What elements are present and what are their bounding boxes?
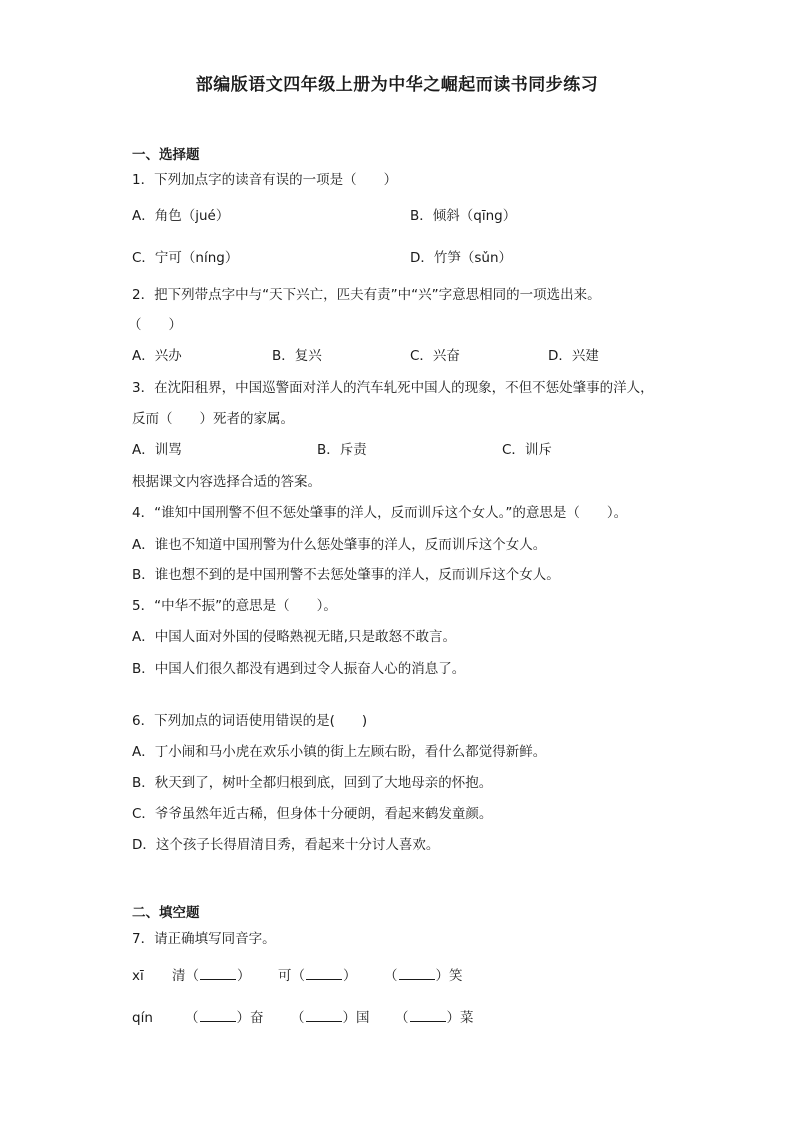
pinyin-qin: qín [132, 1010, 153, 1026]
question-3-option-c: C．训斥 [502, 442, 552, 458]
fill-item-qin-1 [185, 1008, 264, 1028]
fill-prefix: 可（ [278, 968, 305, 984]
question-7-stem: 7．请正确填写同音字。 [132, 931, 276, 947]
question-4-option-b: B．谁也想不到的是中国刑警不去惩处肇事的洋人，反而训斥这个女人。 [132, 567, 560, 583]
question-3-option-b: B．斥责 [317, 442, 367, 458]
fill-item-xi-3 [384, 966, 463, 986]
fill-prefix: （ [384, 968, 398, 984]
question-6-option-a: A．丁小闹和马小虎在欢乐小镇的街上左顾右盼，看什么都觉得新鲜。 [132, 744, 547, 760]
question-5-option-b: B．中国人们很久都没有遇到过令人振奋人心的消息了。 [132, 661, 466, 677]
section-heading-choice: 一、选择题 [132, 147, 200, 163]
question-6-option-c: C．爷爷虽然年近古稀，但身体十分硬朗，看起来鹤发童颜。 [132, 806, 493, 822]
question-1-stem: 1．下列加点字的读音有误的一项是（ ） [132, 172, 398, 188]
instruction-text: 根据课文内容选择合适的答案。 [132, 474, 321, 490]
fill-suffix: ）国 [342, 1010, 370, 1026]
fill-prefix: （ [291, 1010, 305, 1026]
question-1-option-a: A．角色（jué） [132, 208, 230, 224]
fill-suffix: ）笑 [435, 968, 463, 984]
question-2-option-d: D．兴建 [548, 348, 599, 364]
answer-blank[interactable] [200, 1009, 236, 1022]
question-4-stem: 4．“谁知中国刑警不但不惩处肇事的洋人，反而训斥这个女人。”的意思是（ ）。 [132, 505, 628, 521]
page-title: 部编版语文四年级上册为中华之崛起而读书同步练习 [195, 75, 599, 95]
question-3-option-a: A．训骂 [132, 442, 182, 458]
question-2-option-c: C．兴奋 [410, 348, 460, 364]
fill-prefix: 清（ [172, 968, 199, 984]
answer-blank[interactable] [306, 967, 342, 980]
question-2-option-b: B．复兴 [272, 348, 322, 364]
question-2-answer-paren: （ ） [128, 317, 182, 333]
question-1-option-c: C．宁可（níng） [132, 250, 239, 266]
question-3-stem-line-1: 3．在沈阳租界，中国巡警面对洋人的汽车轧死中国人的现象，不但不惩处肇事的洋人， [132, 380, 654, 396]
question-1-option-d: D．竹笋（sǔn） [410, 250, 513, 266]
question-6-option-b: B．秋天到了，树叶全都归根到底，回到了大地母亲的怀抱。 [132, 775, 493, 791]
fill-prefix: （ [395, 1010, 409, 1026]
fill-suffix: ） [237, 968, 251, 984]
fill-item-qin-2 [291, 1008, 370, 1028]
question-6-option-d: D．这个孩子长得眉清目秀，看起来十分讨人喜欢。 [132, 837, 440, 853]
answer-blank[interactable] [410, 1009, 446, 1022]
pinyin-xi: xī [132, 968, 144, 984]
answer-blank[interactable] [306, 1009, 342, 1022]
fill-item-xi-1 [172, 966, 251, 986]
answer-blank[interactable] [200, 967, 236, 980]
question-3-stem-line-2: 反而（ ）死者的家属。 [132, 411, 294, 427]
fill-prefix: （ [185, 1010, 199, 1026]
fill-item-xi-2 [278, 966, 357, 986]
question-4-option-a: A．谁也不知道中国刑警为什么惩处肇事的洋人，反而训斥这个女人。 [132, 537, 547, 553]
question-6-stem: 6．下列加点的词语使用错误的是( ) [132, 713, 368, 729]
answer-blank[interactable] [399, 967, 435, 980]
fill-suffix: ）菜 [446, 1010, 474, 1026]
fill-suffix: ） [343, 968, 357, 984]
question-2-option-a: A．兴办 [132, 348, 182, 364]
question-2-stem: 2．把下列带点字中与“天下兴亡，匹夫有责”中“兴”字意思相同的一项选出来。 [132, 287, 601, 303]
question-5-stem: 5．“中华不振”的意思是（ ）。 [132, 598, 337, 614]
question-5-option-a: A．中国人面对外国的侵略熟视无睹,只是敢怒不敢言。 [132, 629, 457, 645]
fill-item-qin-3 [395, 1008, 474, 1028]
question-1-option-b: B．倾斜（qīng） [410, 208, 517, 224]
fill-suffix: ）奋 [236, 1010, 264, 1026]
section-heading-fill: 二、填空题 [132, 905, 200, 921]
